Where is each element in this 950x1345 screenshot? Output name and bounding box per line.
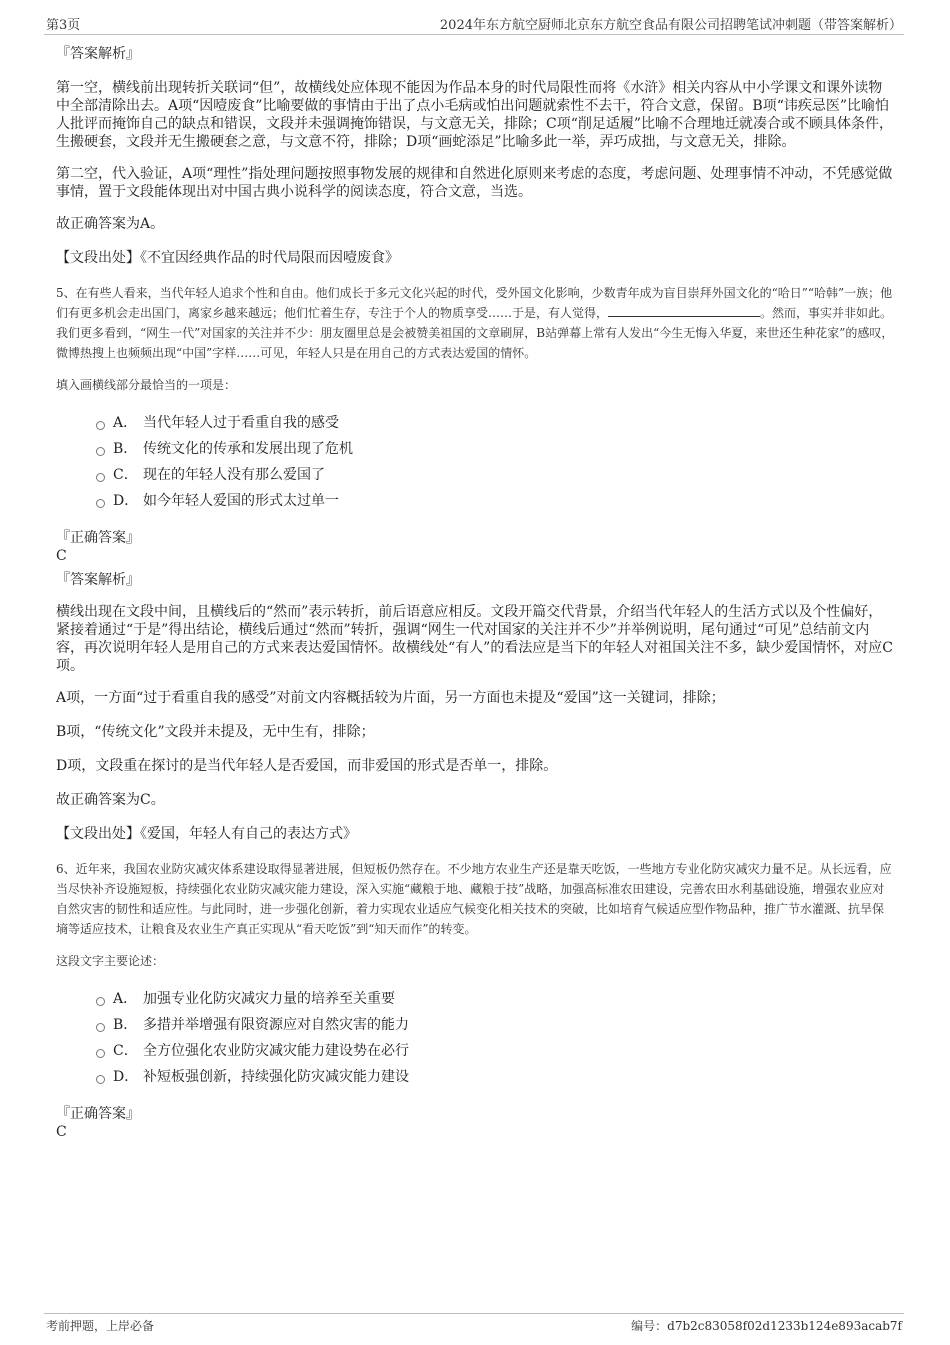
q5-option-b[interactable]: B． 传统文化的传承和发展出现了危机 [96,435,894,461]
q6-option-d[interactable]: D． 补短板强创新，持续强化防灾减灾能力建设 [96,1063,894,1089]
q4-analysis-p2: 第二空，代入验证，A项“理性”指处理问题按照事物发展的规律和自然进化原则来考虑的态度，考虑问题、处理事情不冲动，不凭感觉做事情，置于文段能体现出对中国古典小说科学的阅读态度，符合文意，当选。 [56,166,893,200]
q5-prompt: 填入画横线部分最恰当的一项是： [56,378,237,392]
q5-stem-before: 5、在有些人看来，当代年轻人追求个性和自由。他们成长于多元文化兴起的时代，受外国文化影响，少数青年成为盲目崇拜外国文化的“哈日”“哈韩”一族；他们有更多机会走出国门，离家乡越来越远；他们忙着生存，专注于个人的物质享受……于是，有人觉得， [56,286,893,320]
radio-icon[interactable] [96,997,105,1006]
q6-answer: C [56,1124,67,1140]
q4-analysis-label: 『答案解析』 [56,46,140,62]
q5-source: 【文段出处】《爱国，年轻人有自己的表达方式》 [56,826,357,842]
q5-fill-blank [608,304,760,317]
q4-analysis-p1: 第一空，横线前出现转折关联词“但”，故横线处应体现不能因为作品本身的时代局限性而将《水浒》相关内容从中小学课文和课外读物中全部清除出去。A项“因噎废食”比喻要做的事情由于出了点小毛病或怕出问题就索性不去干，符合文意，保留。B项“讳疾忌医”比喻怕人批评而掩饰自己的缺点和错误，文段并未强调掩饰错误，与文意无关，排除；C项“削足适履”比喻不合理地迁就凑合或不顾具体条件，生搬硬套，文段并无生搬硬套之意，与文意不符，排除；D项“画蛇添足”比喻多此一举，弄巧成拙，与文意无关，排除。 [56,80,894,150]
page-footer [44,1313,904,1336]
radio-icon[interactable] [96,421,105,430]
q5-conclusion: 故正确答案为C。 [56,792,165,808]
q5-option-d[interactable]: D． 如今年轻人爱国的形式太过单一 [96,487,894,513]
page-number: 第3页 [46,18,81,33]
q5-option-a[interactable]: A． 当代年轻人过于看重自我的感受 [96,409,894,435]
q6-option-c[interactable]: C． 全方位强化农业防灾减灾能力建设势在必行 [96,1037,894,1063]
q4-conclusion: 故正确答案为A。 [56,216,165,232]
document-body [56,45,894,1147]
q5-options [96,409,894,513]
radio-icon[interactable] [96,473,105,482]
footer-slogan: 考前押题，上岸必备 [46,1319,155,1333]
radio-icon[interactable] [96,447,105,456]
radio-icon[interactable] [96,1049,105,1058]
q5-option-c[interactable]: C． 现在的年轻人没有那么爱国了 [96,461,894,487]
q4-source: 【文段出处】《不宜因经典作品的时代局限而因噎废食》 [56,250,399,266]
q6-options [96,985,894,1089]
radio-icon[interactable] [96,499,105,508]
q5-analysis-label: 『答案解析』 [56,572,140,588]
q6-answer-label: 『正确答案』 [56,1106,140,1122]
q6-stem: 6、近年来，我国农业防灾减灾体系建设取得显著进展，但短板仍然存在。不少地方农业生产还是靠天吃饭，一些地方专业化防灾减灾力量不足。从长远看，应当尽快补齐设施短板，持续强化农业防灾减灾能力建设，深入实施“藏粮于地、藏粮于技”战略，加强高标准农田建设，完善农田水利基础设施，增强农业应对自然灾害的韧性和适应性。与此同时，进一步强化创新，着力实现农业适应气候变化相关技术的突破，比如培育气候适应型作物品种，推广节水灌溉、抗旱保墒等适应技术，让粮食及农业生产真正实现从“看天吃饭”到“知天而作”的转变。 [56,862,892,936]
radio-icon[interactable] [96,1023,105,1032]
page-header [44,12,904,35]
q5-analysis-b: B项，“传统文化”文段并未提及，无中生有，排除； [56,724,375,740]
q5-analysis-p1: 横线出现在文段中间，且横线后的“然而”表示转折，前后语意应相反。文段开篇交代背景，介绍当代年轻人的生活方式以及个性偏好，紧接着通过“于是”得出结论，横线后通过“然而”转折，强调“网生一代对国家的关注并不少”并举例说明，尾句通过“可见”总结前文内容，再次说明年轻人是用自己的方式来表达爱国情怀。故横线处“有人”的看法应是当下的年轻人对祖国关注不多，缺少爱国情怀，对应C项。 [56,604,894,674]
q5-stem [56,283,894,363]
q5-analysis-d: D项，文段重在探讨的是当代年轻人是否爱国，而非爱国的形式是否单一，排除。 [56,758,558,774]
q5-answer-label: 『正确答案』 [56,530,140,546]
radio-icon[interactable] [96,1075,105,1084]
q6-option-b[interactable]: B． 多措并举增强有限资源应对自然灾害的能力 [96,1011,894,1037]
q6-option-a[interactable]: A． 加强专业化防灾减灾力量的培养至关重要 [96,985,894,1011]
footer-doc-id: 编号：d7b2c83058f02d1233b124e893acab7f [631,1319,902,1333]
q5-analysis-a: A项，一方面“过于看重自我的感受”对前文内容概括较为片面，另一方面也未提及“爱国”这一关键词，排除； [56,690,725,706]
document-title: 2024年东方航空厨师北京东方航空食品有限公司招聘笔试冲刺题（带答案解析） [439,18,902,33]
q6-prompt: 这段文字主要论述： [56,954,165,968]
q5-stem-after: 。然而，事实并非如此。我们更多看到，“网生一代”对国家的关注并不少：朋友圈里总是会被赞美祖国的文章刷屏，B站弹幕上常有人发出“今生无悔入华夏，来世还生种花家”的感叹，微博热搜上也频频出现“中国”字样……可见，年轻人只是在用自己的方式表达爱国的情怀。 [56,306,894,360]
q5-answer: C [56,548,67,564]
